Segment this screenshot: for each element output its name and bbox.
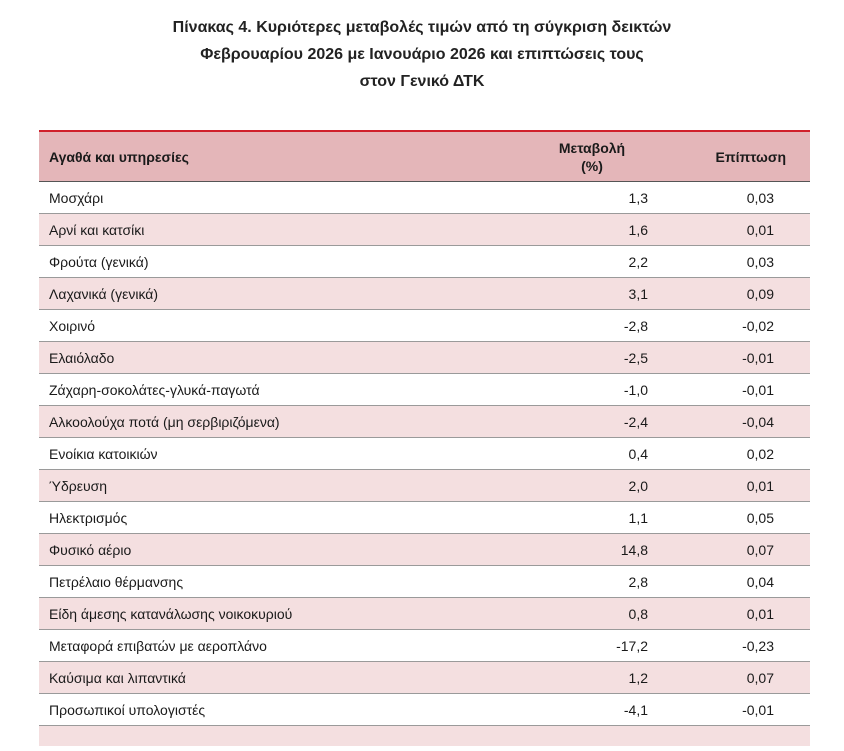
cell-change: 1,1 — [628, 509, 648, 526]
cell-change: 2,8 — [628, 573, 648, 590]
cell-change: -2,5 — [623, 349, 648, 366]
cell-item: Αρνί και κατσίκι — [49, 221, 145, 238]
cell-change: 1,6 — [628, 221, 648, 238]
cell-item: Είδη άμεσης κατανάλωσης νοικοκυριού — [49, 605, 293, 622]
cell-change: 2,2 — [628, 253, 648, 270]
cell-impact: -0,02 — [742, 317, 774, 334]
cell-change: -1,0 — [623, 381, 648, 398]
table-row — [39, 534, 810, 566]
price-changes-table — [39, 130, 810, 746]
cell-item: Αλκοολούχα ποτά (μη σερβιριζόμενα) — [49, 413, 280, 430]
table-row — [39, 406, 810, 438]
cell-impact: 0,03 — [746, 253, 774, 270]
header-change-label: Μεταβολή — [558, 139, 626, 156]
table-row-partial — [39, 726, 810, 746]
table-row — [39, 278, 810, 310]
cell-change: -2,8 — [623, 317, 648, 334]
table-title-line-1: Πίνακας 4. Κυριότερες μεταβολές τιμών από τη σύγκριση δεικτών — [172, 19, 672, 36]
cell-change: 3,1 — [628, 285, 648, 302]
cell-item: Ύδρευση — [49, 477, 108, 494]
cell-impact: 0,07 — [746, 669, 774, 686]
table-row — [39, 566, 810, 598]
table-row — [39, 662, 810, 694]
cell-impact: 0,01 — [746, 605, 774, 622]
table-title-line-2: Φεβρουαρίου 2026 με Ιανουάριο 2026 και επιπτώσεις τους — [200, 46, 644, 63]
cell-change: 14,8 — [620, 541, 648, 558]
cell-item: Χοιρινό — [49, 317, 96, 334]
cell-item: Μεταφορά επιβατών με αεροπλάνο — [49, 637, 267, 654]
table-row — [39, 502, 810, 534]
header-impact: Επίπτωση — [715, 148, 786, 165]
cell-change: 2,0 — [628, 477, 648, 494]
cell-impact: 0,09 — [746, 285, 774, 302]
table-row — [39, 182, 810, 214]
cell-item: Πετρέλαιο θέρμανσης — [49, 573, 184, 590]
table-row — [39, 246, 810, 278]
table-row — [39, 694, 810, 726]
cell-item: Προσωπικοί υπολογιστές — [49, 701, 206, 718]
cell-impact: 0,01 — [746, 477, 774, 494]
cell-change: -4,1 — [623, 701, 648, 718]
cell-change: -17,2 — [616, 637, 648, 654]
cell-item: Καύσιμα και λιπαντικά — [49, 669, 186, 686]
table-header-row — [39, 132, 810, 182]
cell-impact: 0,02 — [746, 445, 774, 462]
header-change-unit: (%) — [581, 157, 603, 174]
header-change — [517, 139, 667, 175]
table-row — [39, 438, 810, 470]
cell-change: 0,8 — [628, 605, 648, 622]
cell-impact: -0,01 — [742, 381, 774, 398]
cell-impact: -0,01 — [742, 701, 774, 718]
cell-impact: 0,03 — [746, 189, 774, 206]
table-row — [39, 342, 810, 374]
cell-item: Μοσχάρι — [49, 189, 104, 206]
table-row — [39, 470, 810, 502]
table-row — [39, 214, 810, 246]
header-goods-services: Αγαθά και υπηρεσίες — [49, 148, 189, 165]
cell-impact: -0,23 — [742, 637, 774, 654]
table-title — [0, 14, 844, 95]
table-title-line-3: στον Γενικό ΔΤΚ — [359, 73, 485, 90]
cell-impact: -0,04 — [742, 413, 774, 430]
cell-impact: 0,05 — [746, 509, 774, 526]
cell-item: Ελαιόλαδο — [49, 349, 115, 366]
cell-item: Ζάχαρη-σοκολάτες-γλυκά-παγωτά — [49, 381, 260, 398]
table-row — [39, 374, 810, 406]
cell-change: 0,4 — [628, 445, 648, 462]
cell-impact: 0,07 — [746, 541, 774, 558]
cell-change: -2,4 — [623, 413, 648, 430]
table-body — [39, 182, 810, 726]
cell-change: 1,3 — [628, 189, 648, 206]
cell-impact: 0,01 — [746, 221, 774, 238]
table-row — [39, 630, 810, 662]
table-row — [39, 598, 810, 630]
cell-impact: 0,04 — [746, 573, 774, 590]
cell-item: Φυσικό αέριο — [49, 541, 132, 558]
cell-change: 1,2 — [628, 669, 648, 686]
cell-impact: -0,01 — [742, 349, 774, 366]
cell-item: Ηλεκτρισμός — [49, 509, 128, 526]
cell-item: Φρούτα (γενικά) — [49, 253, 149, 270]
cell-item: Ενοίκια κατοικιών — [49, 445, 158, 462]
cell-item: Λαχανικά (γενικά) — [49, 285, 159, 302]
table-row — [39, 310, 810, 342]
